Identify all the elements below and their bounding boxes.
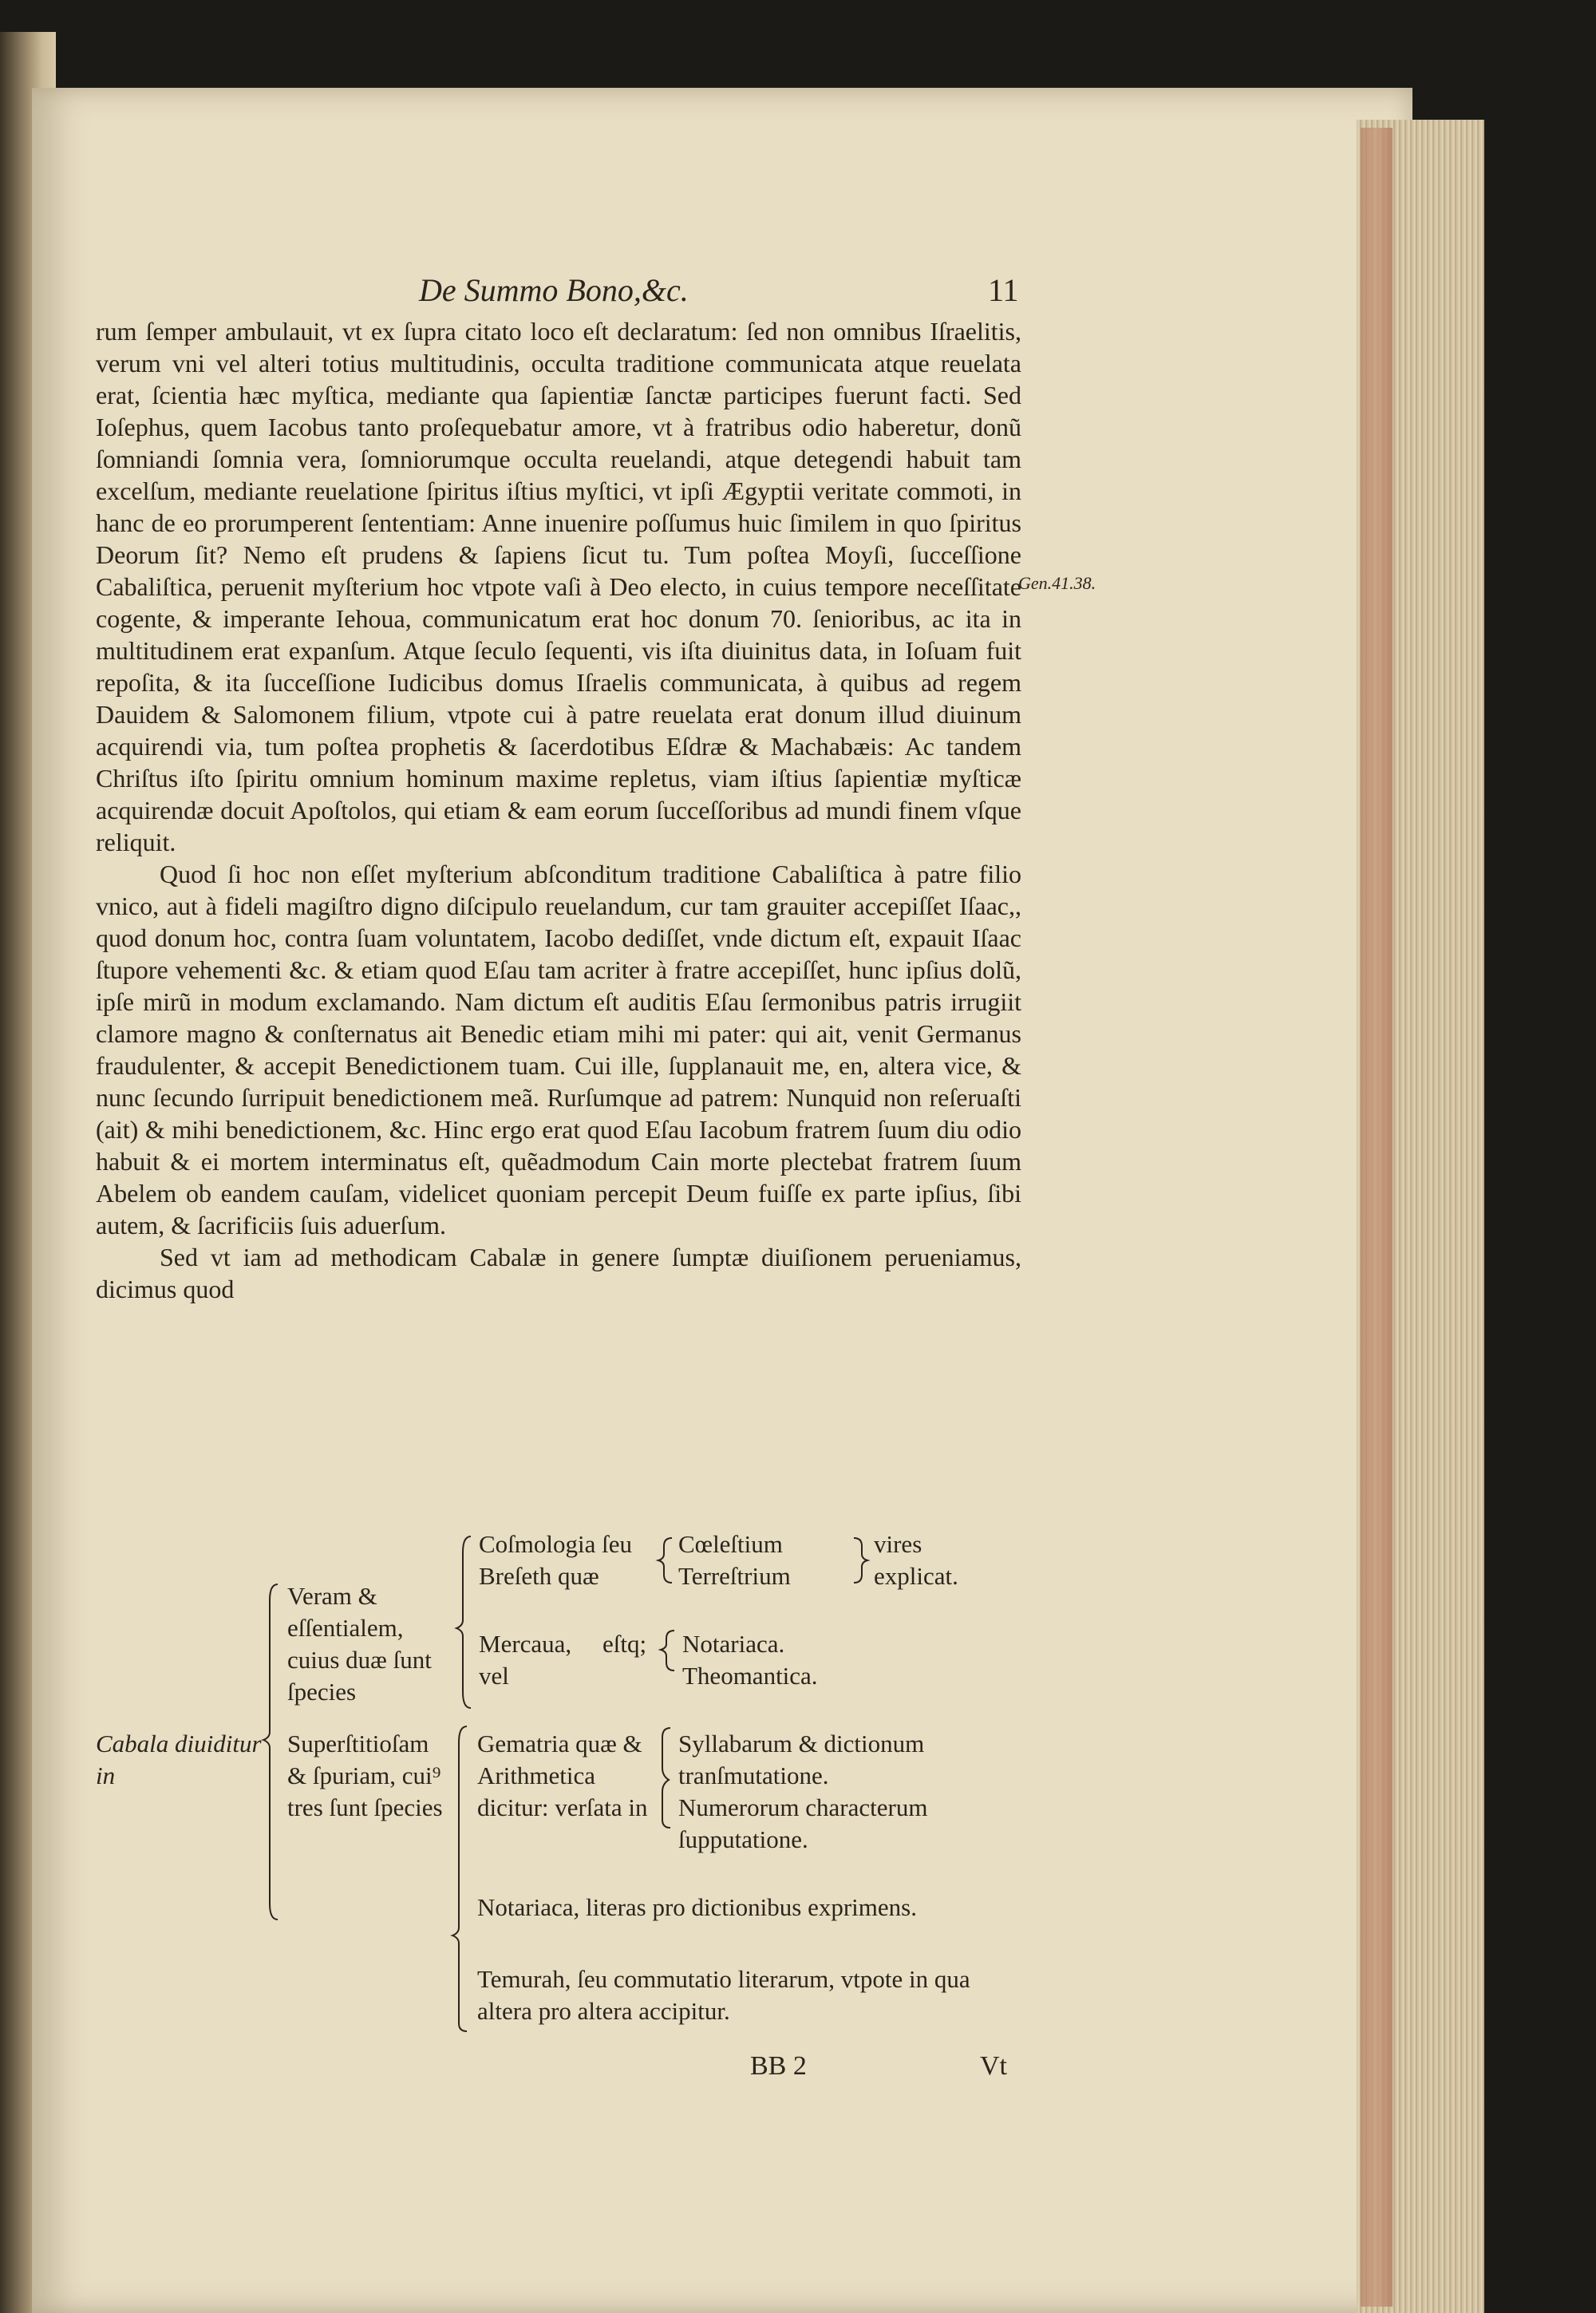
diagram-theomantica: Theomantica. — [682, 1662, 818, 1690]
diagram-numerorum: Numerorum characterum ſupputatione. — [678, 1793, 928, 1853]
paragraph-3: Sed vt iam ad methodicam Cabalæ in genere ſumptæ diuiſionem perueniamus, dicimus quod — [96, 1243, 1021, 1303]
diagram-coelestium: Cœleſtium — [678, 1530, 783, 1558]
diagram-cosmologia: Coſmologia ſeu Breſeth quæ — [479, 1530, 633, 1590]
diagram-estq: eſtq; — [602, 1630, 647, 1658]
diagram-root: Cabala diuiditur in — [96, 1730, 262, 1789]
superstitiosa-cell — [287, 1728, 447, 1824]
diagram-mercaua: Mercaua, vel — [479, 1630, 572, 1690]
diagram-gematria: Gematria quæ & Arithmetica dicitur: verſata in — [477, 1730, 648, 1821]
diagram-notariaca-2: Notariaca, literas pro dictionibus exprimens. — [477, 1893, 917, 1921]
brace-cosmologia — [658, 1538, 672, 1583]
cabala-division-diagram — [96, 1528, 1021, 2039]
margin-note: Gen.41.38. — [1018, 573, 1096, 593]
diagram-superstitiosa: Superſtitioſam & ſpuriam, cui⁹ tres ſunt ſpecies — [287, 1730, 443, 1821]
diagram-temurah: Temurah, ſeu commutatio literarum, vtpote in qua altera pro altera accipitur. — [477, 1965, 970, 2025]
page-edges-red — [1361, 128, 1393, 2307]
brace-gematria — [662, 1728, 670, 1828]
body-text — [96, 315, 1021, 1305]
catchword: Vt — [980, 2051, 1007, 2081]
paragraph-2: Quod ſi hoc non eſſet myſterium abſconditum traditione Cabaliſtica à patre filio vnico, aut à fideli magiſtro digno diſcipulo reuelandum, cur tam grauiter accepiſſet Iſaac,, quod donum hoc, contra ſuam voluntatem, Iacobo dediſſet, vnde dictum eſt, expauit Iſaac ſtupore vehementi &c. & etiam quod Eſau tam acriter à fratre accepiſſet, hunc ipſius dolũ, ipſe mirũ in modum exclamando. Nam dictum eſt auditis Eſau ſermonibus patris irrugiit clamore magno & conſternatus ait Benedic etiam mihi mi pater: qui ait, venit Germanus fraudulenter, & accepit Benedictionem tuam. Cui ille, ſupplanauit me, en, altera vice, & nunc ſecundo ſurripuit benedictionem meã. Rurſumque ad patrem: Nunquid non reſeruaſti (ait) & mihi benedictionem, &c. Hinc ergo erat quod Eſau Iacobum fratrem ſuum diu odio habuit & ei mortem interminatus eſt, quẽadmodum Cain morte plectebat fratrem ſuum Abelem ob eandem cauſam, videlicet quoniam percepit Deum fuiſſe ex parte ipſius, ſibi autem, & ſacrificiis ſuis aduerſum. — [96, 860, 1021, 1240]
brace-vera — [456, 1536, 471, 1708]
diagram-vires: vires explicat. — [874, 1530, 958, 1590]
brace-vires — [854, 1538, 867, 1583]
page-number: 11 — [988, 272, 1019, 308]
signature-mark: BB 2 — [750, 2051, 807, 2081]
diagram-notariaca-1: Notariaca. — [682, 1630, 785, 1658]
diagram-terrestrium: Terreſtrium — [678, 1562, 791, 1590]
vera-cell — [287, 1580, 447, 1708]
brace-root — [263, 1584, 278, 1920]
brace-superstitiosa — [452, 1726, 467, 2031]
running-title: De Summo Bono,&c. — [419, 272, 689, 308]
diagram-vera: Veram & eſſentialem, cuius duæ ſunt ſpecies — [287, 1582, 432, 1706]
paragraph-1: rum ſemper ambulauit, vt ex ſupra citato loco eſt declaratum: ſed non omnibus Iſraelitis, verum vni vel alteri totius multitudinis, occulta traditione communicata atque reuelata erat, ſcientia hæc myſtica, mediante qua ſapientiæ ſanctæ participes fuerunt facti. Sed Ioſephus, quem Iacobus tanto proſequebatur amore, vt à fratribus odio haberetur, donũ ſomniandi ſomnia vera, ſomniorumque occulta reuelandi, atque detegendi habuit tam excelſum, mediante reuelatione ſpiritus iſtius myſtici, vt ipſi Ægyptii veritate commoti, in hanc de eo prorumperent ſententiam: Anne inuenire poſſumus huic ſimilem in quo ſpiritus Deorum ſit? Nemo eſt prudens & ſapiens ſicut tu. Tum poſtea Moyſi, ſucceſſione Cabaliſtica, peruenit myſterium hoc vtpote vaſi à Deo electo, in cuius tempore neceſſitate cogente, & imperante Iehoua, communicatum erat hoc donum 70. ſenioribus, ac ita in multitudinem erat expanſum. Atque ſeculo ſequenti, vis iſta diuinitus data, in Ioſuam fuit repoſita, & ita ſucceſſione Iudicibus domus Iſraelis communicata, à quibus ad regem Dauidem & Salomonem filium, vtpote cui à patre reuelata erat donum illud diuinum acquirendi via, tum poſtea prophetis & ſacerdotibus Eſdræ & Machabæis: Ac tandem Chriſtus iſto ſpiritu omnium hominum maxime repletus, viam iſtius ſapientiæ myſticæ acquirendæ docuit Apoſtolos, qui etiam & eam eorum ſucceſſoribus ad mundi finem vſque reliquit. — [96, 317, 1021, 856]
brace-mercaua — [661, 1631, 674, 1670]
diagram-syllabarum: Syllabarum & dictionum tranſmutatione. — [678, 1730, 925, 1789]
